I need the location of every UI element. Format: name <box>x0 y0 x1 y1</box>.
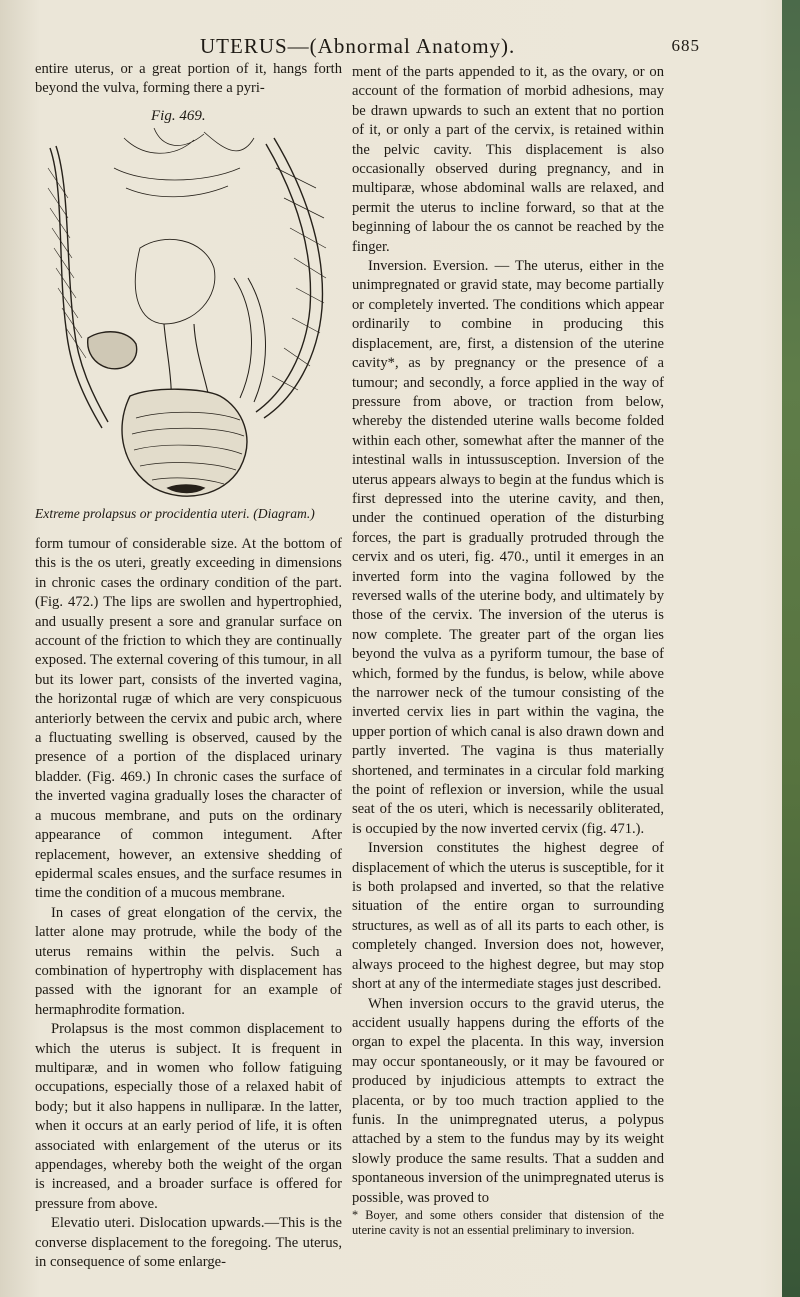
prolapsed-uterus <box>122 389 247 496</box>
paragraph: Elevatio uteri. Dislocation upwards.—This is the converse displacement to the foregoing. The uterus, in consequence of some enlarge- <box>35 1215 342 1271</box>
right-column <box>352 63 664 1208</box>
prolapsus-diagram <box>44 128 330 501</box>
paragraph: Inversion. Eversion. — The uterus, either in the unimpregnated or gravid state, may become partially or completely inverted. The conditions which appear ordinarily to combine in producing this displacement, are, first, a distension of the uterine cavity*, as by pregnancy or the presence of a tumour; and secondly, a force applied in the way of pressure from above, or traction from below, whereby the distended uterine walls become folded within each other, somewhat after the manner of the intestinal walls in intussusception. Inversion of the uterus appears always to begin at the fundus which is first depressed into the uterine cavity, and then, under the continued operation of the disturbing forces, the part is gradually protruded through the cervix and os uteri, fig. 470., until it emerges in an inverted form into the vagina followed by the reversed walls of the uterine body, and ultimately by those of the cervix. The inversion of the uterus is now complete. The greater part of the organ lies beyond the vulva as a pyriform tumour, the base of which, formed by the fundus, is below, while above the narrower neck of the tumour consisting of the inverted cervix lies in part within the vagina, the upper portion of which canal is also drawn down and partly inverted. The vagina is thus materially shortened, and terminates in a circular fold marking the point of reflexion or inversion, while the usual seat of the os uteri, which is necessarily obliterated, is occupied by the now inverted cervix (fig. 471.). <box>352 258 664 837</box>
paragraph: entire uterus, or a great portion of it, hangs forth beyond the vulva, forming there a pyri- <box>35 61 342 97</box>
left-column-bottom <box>35 535 342 1272</box>
abdominal-wall-line <box>50 148 102 428</box>
paragraph: form tumour of considerable size. At the bottom of this is the os uteri, greatly exceeding in dimensions in chronic cases the ordinary condition of the part. (Fig. 472.) The lips are swollen and hypertrophied, and usually present a sore and granular surface on account of the friction to which they are continually exposed. The external covering of this tumour, in all but its lower part, consists of the inverted vagina, the horizontal rugæ of which are very conspicuous anteriorly between the cervix and pubic arch, where a fluctuating swelling is observed, caused by the presence of a portion of the displaced urinary bladder. (Fig. 469.) In chronic cases the surface of the inverted vagina gradually loses the character of a mucous membrane, and puts on the ordinary appearance of common integument. After replacement, however, an extensive shedding of epidermal scales ensues, and the surface resumes in time the condition of a mucous membrane. <box>35 536 342 902</box>
figure-label: Fig. 469. <box>151 108 206 124</box>
running-title: UTERUS—(Abnormal Anatomy). <box>200 34 516 58</box>
figure-caption: Extreme prolapsus or procidentia uteri. (Diagram.) <box>35 506 315 521</box>
paragraph: ment of the parts appended to it, as the ovary, or on account of the formation of morbid adhesions, may be drawn upwards to such an extent that no portion of it, or only a part of the cervix, is retained within the pelvic cavity. This displacement is also occasionally observed during pregnancy, and in multiparæ, whose abdominal walls are relaxed, and permit the uterus to incline forward, so that at the beginning of labour the os cannot be reached by the finger. <box>352 64 664 255</box>
paragraph: In cases of great elongation of the cervix, the latter alone may protrude, while the body of the uterus remains within the pelvis. Such a combination of hypertrophy with displacement has passed with the ignorant for an example of hermaphrodite formation. <box>35 904 342 1018</box>
page-number: 685 <box>671 36 700 55</box>
paragraph: Inversion constitutes the highest degree of displacement of which the uterus is susceptible, for it is both prolapsed and inverted, so that the relative situation of the entire organ to surrounding structures, as well as of all its parts to each other, is completely changed. Inversion does not, however, always proceed to the highest degree, but may stop short at any of the intermediate stages just described. <box>352 840 664 993</box>
sacrum-outline <box>264 138 322 418</box>
left-column-top <box>35 60 342 99</box>
paragraph: When inversion occurs to the gravid uterus, the accident usually happens during the efforts of the organ to expel the placenta. In this way, inversion may occur spontaneously, or it may be favoured or produced by injudicious attempts to extract the placenta, or by too much traction applied to the funis. In the unimpregnated uterus, a polypus attached by a stem to the fundus may by its weight slowly produce the same results. That a sudden and spontaneous inversion of the unimpregnated uterus is possible, was proved to <box>352 995 664 1206</box>
pubic-bone <box>88 332 137 369</box>
running-header <box>200 34 700 62</box>
paragraph: Prolapsus is the most common displacement to which the uterus is subject. It is frequent in multiparæ, and in women who follow fatiguing occupations, especially those of a relaxed habit of body; but it also happens in nulliparæ. In the latter, when it occurs at an early period of life, it is often associated with enlargement of the uterus or its appendages, whereby both the weight of the organ is increased, and a broader surface is offered for pressure from above. <box>35 1021 342 1212</box>
footnote <box>352 1208 664 1238</box>
footnote-text: * Boyer, and some others consider that distension of the uterine cavity is not an essential preliminary to inversion. <box>352 1208 664 1237</box>
page-edge-strip <box>782 0 800 1297</box>
